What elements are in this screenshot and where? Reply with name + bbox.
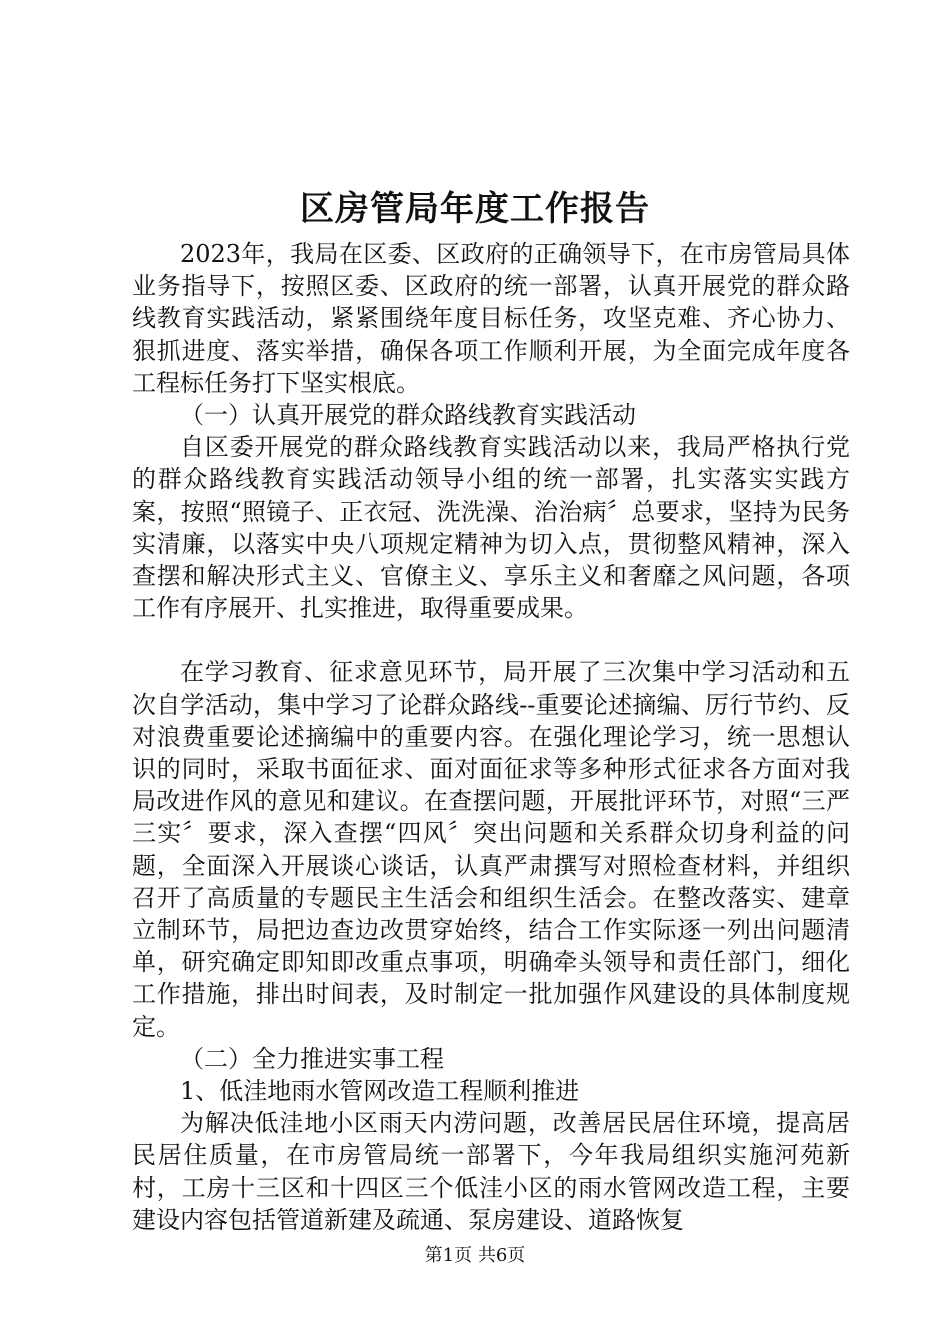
section-heading-1: （一）认真开展党的群众路线教育实践活动 (180, 401, 636, 430)
paragraph-drainage-project: 为解决低洼地小区雨天内涝问题，改善居民居住环境，提高居民居住质量，在市房管局统一部署下，今年我局组织实施河苑新村，工房十三区和十四区三个低洼小区的雨水管网改造工程，主要建设内容包括管道新建及疏通、泵房建设、道路恢复 (132, 1109, 850, 1234)
page-indicator: 第1页 共6页 (424, 1245, 526, 1266)
paragraph-section-1: 自区委开展党的群众路线教育实践活动以来，我局严格执行党的群众路线教育实践活动领导小组的统一部署，扎实落实实践方案，按照“照镜子、正衣冠、洗洗澡、治治病〞总要求，坚持为民务实清廉，以落实中央八项规定精神为切入点，贯彻整风精神，深入查摆和解决形式主义、官僚主义、享乐主义和奢靡之风问题，各项工作有序展开、扎实推进，取得重要成果。 (132, 433, 850, 623)
document-title: 区房管局年度工作报告 (300, 189, 650, 229)
paragraph-intro: 2023年，我局在区委、区政府的正确领导下，在市房管局具体业务指导下，按照区委、区政府的统一部署，认真开展党的群众路线教育实践活动，紧紧围绕年度目标任务，攻坚克难、齐心协力、狠抓进度、落实举措，确保各项工作顺利开展，为全面完成年度各工程标任务打下坚实根底。 (132, 240, 850, 397)
section-heading-2: （二）全力推进实事工程 (180, 1044, 444, 1073)
document-body (132, 238, 850, 1236)
subsection-heading-1: 1、低洼地雨水管网改造工程顺利推进 (180, 1077, 580, 1106)
paragraph-study-education: 在学习教育、征求意见环节，局开展了三次集中学习活动和五次自学活动，集中学习了论群众路线--重要论述摘编、厉行节约、反对浪费重要论述摘编中的重要内容。在强化理论学习，统一思想认识的同时，采取书面征求、面对面征求等多种形式征求各方面对我局改进作风的意见和建议。在查摆问题，开展批评环节，对照“三严三实〞要求，深入查摆“四风〞突出问题和关系群众切身利益的问题，全面深入开展谈心谈话，认真严肃撰写对照检查材料，并组织召开了高质量的专题民主生活会和组织生活会。在整改落实、建章立制环节，局把边查边改贯穿始终，结合工作实际逐一列出问题清单，研究确定即知即改重点事项，明确牵头领导和责任部门，细化工作措施，排出时间表，及时制定一批加强作风建设的具体制度规定。 (132, 658, 850, 1041)
